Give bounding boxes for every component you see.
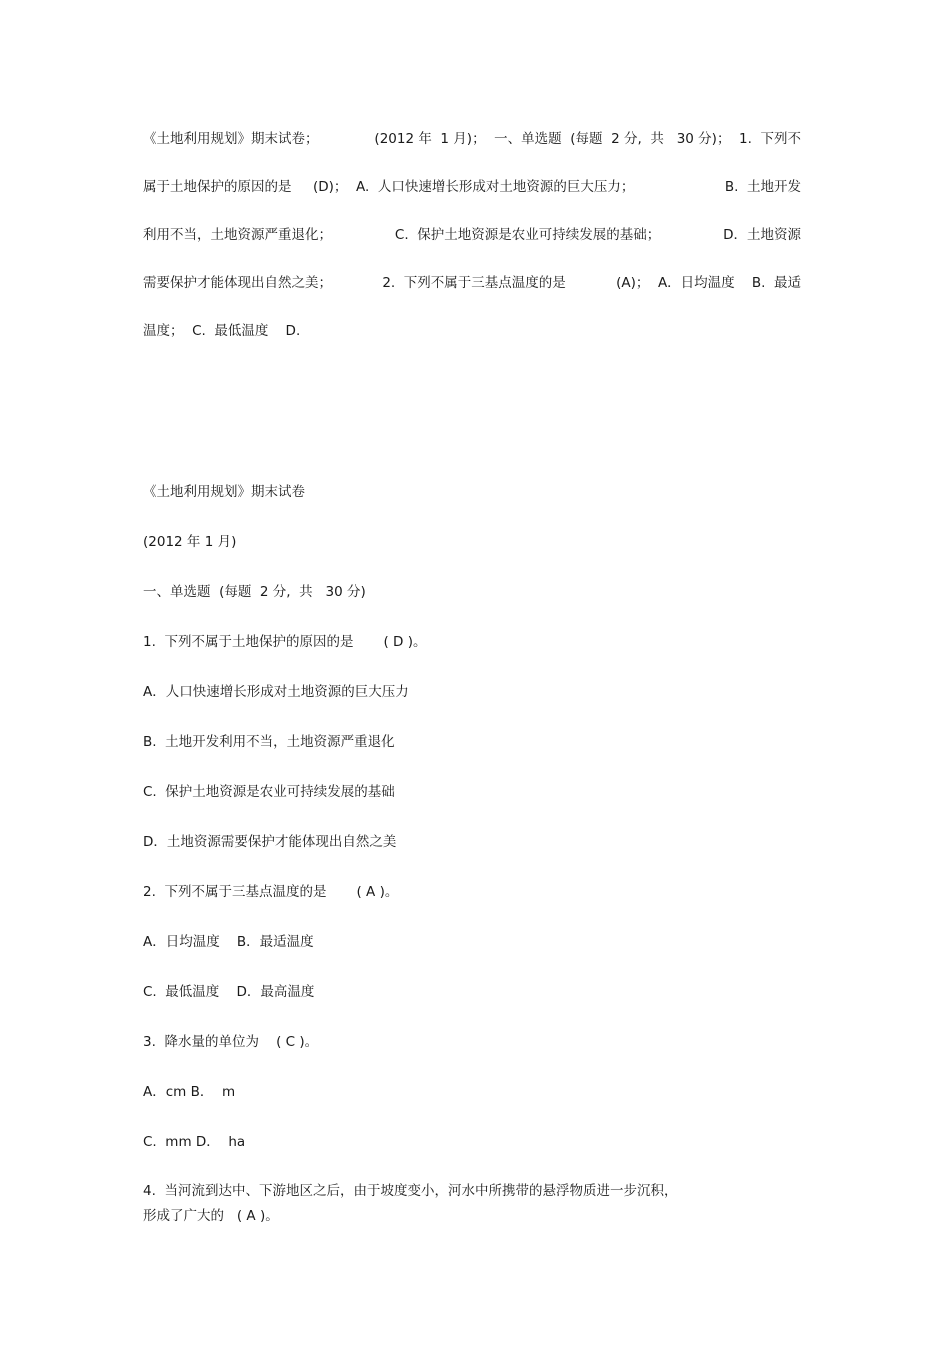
summary-text: C. 保护土地资源是农业可持续发展的基础； bbox=[394, 227, 661, 243]
summary-line bbox=[143, 126, 801, 174]
summary-line bbox=[143, 270, 801, 318]
question-line: 形成了广大的 ( A )。 bbox=[143, 1208, 279, 1224]
question-4 bbox=[143, 1179, 843, 1229]
option-line: A．日均温度 B．最适温度 bbox=[143, 934, 314, 950]
summary-text: D．土地资源 bbox=[723, 227, 801, 243]
exam-date: (2012 年 1 月) bbox=[143, 534, 237, 550]
exam-title: 《土地利用规划》期末试卷 bbox=[143, 484, 305, 500]
option-line: A．人口快速增长形成对土地资源的巨大压力 bbox=[143, 684, 409, 700]
summary-text: 需要保护才能体现出自然之美； bbox=[143, 275, 332, 291]
option-line: B. 土地开发利用不当，土地资源严重退化 bbox=[143, 734, 395, 750]
summary-text: (2012 年 1 月)； 一、单选题 (每题 2 分, 共 30 分)； 1. 下列不 bbox=[374, 131, 801, 147]
summary-text: 属于土地保护的原因的是 (D)； A. 人口快速增长形成对土地资源的巨大压力； bbox=[143, 179, 635, 195]
summary-line bbox=[143, 318, 801, 366]
summary-text: 温度； C. 最低温度 D. bbox=[143, 323, 301, 339]
summary-text: 《土地利用规划》期末试卷； bbox=[143, 131, 319, 147]
summary-paragraph bbox=[143, 126, 801, 366]
summary-text: 利用不当，土地资源严重退化； bbox=[143, 227, 332, 243]
summary-text: B. 土地开发 bbox=[724, 179, 801, 195]
option-line: C. 最低温度 D．最高温度 bbox=[143, 984, 315, 1000]
section-heading: 一、单选题 (每题 2 分, 共 30 分) bbox=[143, 584, 366, 600]
exam-detail bbox=[143, 479, 843, 1229]
option-line: C. 保护土地资源是农业可持续发展的基础 bbox=[143, 784, 395, 800]
summary-text: 2. 下列不属于三基点温度的是 bbox=[382, 275, 566, 291]
summary-text: (A)； A．日均温度 B. 最适 bbox=[616, 275, 801, 291]
summary-line bbox=[143, 174, 801, 222]
option-line: C. mm D． ha bbox=[143, 1134, 246, 1150]
question-line: 4. 当河流到达中、下游地区之后，由于坡度变小，河水中所携带的悬浮物质进一步沉积， bbox=[143, 1183, 678, 1199]
question-line: 3. 降水量的单位为 ( C )。 bbox=[143, 1034, 319, 1050]
question-line: 2. 下列不属于三基点温度的是 ( A )。 bbox=[143, 884, 399, 900]
option-line: D．土地资源需要保护才能体现出自然之美 bbox=[143, 834, 397, 850]
option-line: A．cm B． m bbox=[143, 1084, 236, 1100]
question-line: 1. 下列不属于土地保护的原因的是 ( D )。 bbox=[143, 634, 427, 650]
summary-line bbox=[143, 222, 801, 270]
